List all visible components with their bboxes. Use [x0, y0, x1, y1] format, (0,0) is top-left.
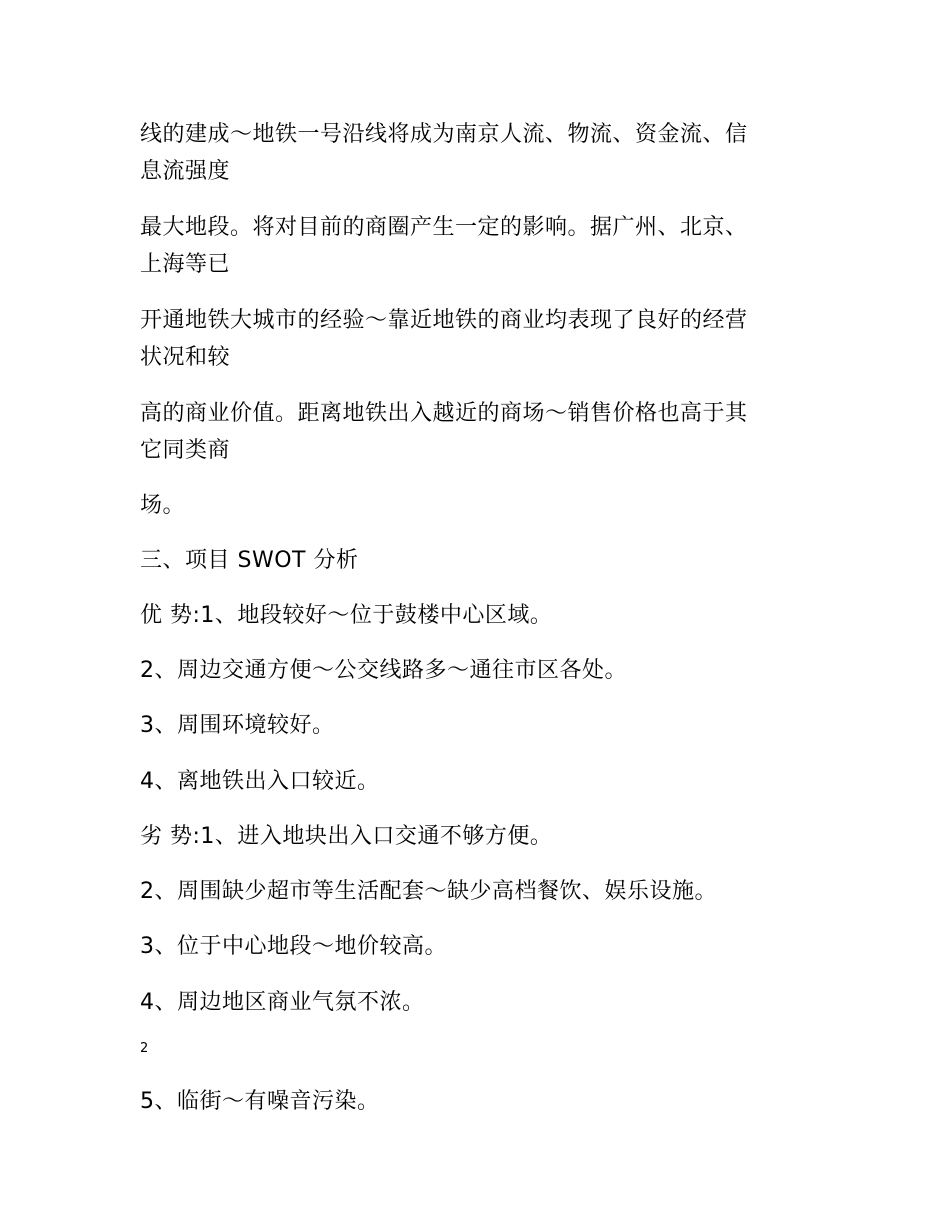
text-line: 最大地段。将对目前的商圈产生一定的影响。据广州、北京、	[140, 215, 748, 240]
section-heading: 三、项目 SWOT 分析	[140, 548, 359, 573]
weaknesses-item: 5、临街～有噪音污染。	[140, 1089, 380, 1114]
strengths-item: 4、离地铁出入口较近。	[140, 769, 380, 794]
text-line: 状况和较	[140, 345, 231, 370]
weaknesses-item: 4、周边地区商业气氛不浓。	[140, 990, 425, 1015]
text-line: 线的建成～地铁一号沿线将成为南京人流、物流、资金流、信	[140, 122, 748, 147]
weaknesses-item: 3、位于中心地段～地价较高。	[140, 934, 447, 959]
text-line: 开通地铁大城市的经验～靠近地铁的商业均表现了良好的经营	[140, 308, 748, 333]
strengths-item: 3、周围环境较好。	[140, 713, 335, 738]
text-line: 上海等已	[140, 252, 231, 277]
strengths-item: 优 势:1、地段较好～位于鼓楼中心区域。	[140, 603, 553, 628]
text-line: 息流强度	[140, 159, 231, 184]
strengths-item: 2、周边交通方便～公交线路多～通往市区各处。	[140, 658, 627, 683]
weaknesses-item: 2、周围缺少超市等生活配套～缺少高档餐饮、娱乐设施。	[140, 879, 717, 904]
page-number: 2	[140, 1041, 149, 1056]
text-line: 场。	[140, 493, 186, 518]
text-line: 高的商业价值。距离地铁出入越近的商场～销售价格也高于其	[140, 401, 748, 426]
weaknesses-item: 劣 势:1、进入地块出入口交通不够方便。	[140, 824, 553, 849]
text-line: 它同类商	[140, 438, 231, 463]
